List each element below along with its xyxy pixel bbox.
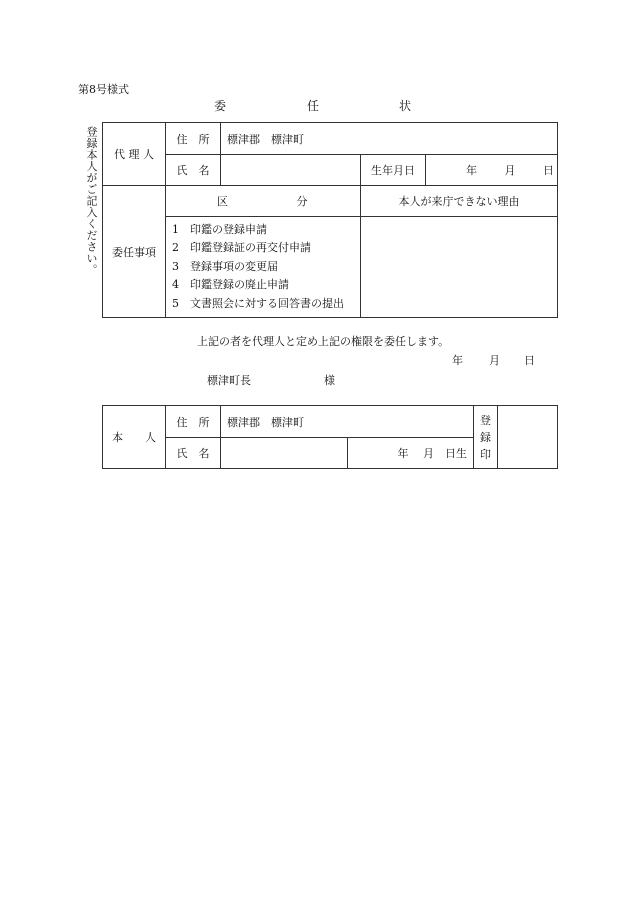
title-char-1: 委 <box>214 99 227 113</box>
seal-label <box>474 406 498 469</box>
document-title <box>200 97 430 115</box>
seal-label-char: 録 <box>480 430 491 444</box>
principal-birth-field[interactable]: 年 月 日生 <box>348 438 474 469</box>
reason-header: 本人が来庁できない理由 <box>361 186 558 217</box>
principal-label: 本 人 <box>103 406 166 469</box>
reason-field[interactable] <box>361 217 558 318</box>
principal-name-field[interactable] <box>221 438 348 469</box>
birth-month-unit: 月 <box>504 164 516 177</box>
addressee-name: 標津町長 <box>207 374 251 387</box>
delegation-statement: 上記の者を代理人と定め上記の権限を委任します。 <box>197 335 450 348</box>
agent-birth-field[interactable] <box>426 155 558 186</box>
delegation-table <box>102 122 558 318</box>
agent-address-field[interactable]: 標津郡 標津町 <box>221 123 558 155</box>
side-instruction: 登録本人がご記入ください。 <box>85 126 98 276</box>
agent-birth-label: 生年月日 <box>361 155 426 186</box>
agent-name-field[interactable] <box>221 155 361 186</box>
category-header <box>166 186 361 217</box>
delegation-item[interactable]: 3 登録事項の変更届 <box>172 259 278 273</box>
delegation-item[interactable]: 2 印鑑登録証の再交付申請 <box>172 241 311 255</box>
agent-name-label: 氏 名 <box>166 155 221 186</box>
principal-name-label: 氏 名 <box>166 438 221 469</box>
statement-year-unit: 年 <box>452 354 463 367</box>
principal-address-label: 住 所 <box>166 406 221 438</box>
statement-day-unit: 日 <box>524 354 535 367</box>
seal-label-char: 印 <box>480 447 491 461</box>
birth-day-unit: 日 <box>543 164 554 177</box>
category-header-char-1: 区 <box>217 195 228 208</box>
delegation-item[interactable]: 1 印鑑の登録申請 <box>172 223 267 236</box>
delegation-item[interactable]: 4 印鑑登録の廃止申請 <box>172 278 289 292</box>
seal-label-char: 登 <box>480 413 491 427</box>
category-header-char-2: 分 <box>296 195 308 208</box>
principal-table <box>102 405 558 469</box>
delegation-items-list <box>166 217 361 318</box>
delegation-item[interactable]: 5 文書照会に対する回答書の提出 <box>172 296 344 310</box>
principal-address-field[interactable]: 標津郡 標津町 <box>221 406 474 438</box>
title-char-3: 状 <box>399 99 412 113</box>
delegation-label: 委任事項 <box>103 186 166 318</box>
agent-address-label: 住 所 <box>166 123 221 155</box>
statement-month-unit: 月 <box>489 354 500 367</box>
birth-year-unit: 年 <box>466 164 477 177</box>
agent-label: 代 理 人 <box>103 123 166 186</box>
form-number: 第8号様式 <box>78 83 129 96</box>
addressee-honorific: 様 <box>324 374 335 387</box>
title-char-2: 任 <box>307 99 320 113</box>
seal-box[interactable] <box>498 406 558 469</box>
